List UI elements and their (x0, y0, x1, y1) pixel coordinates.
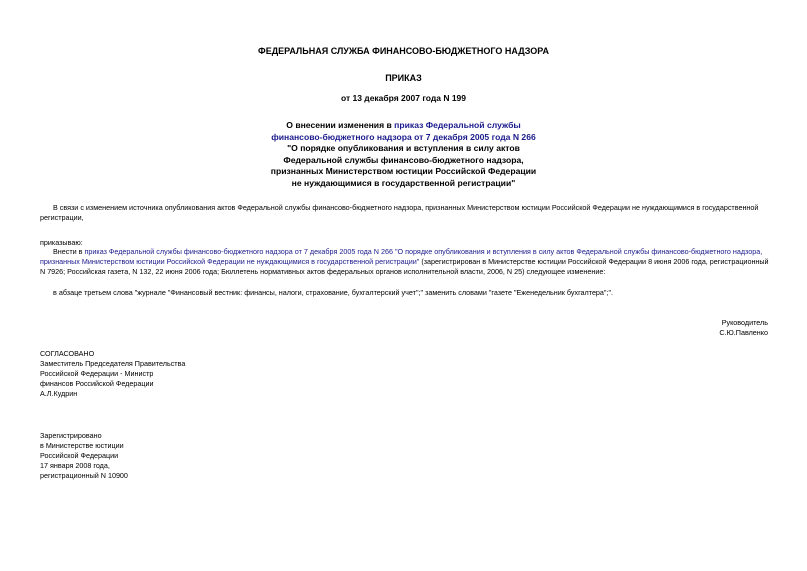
registration-line: 17 января 2008 года, (40, 461, 110, 470)
agreed-line: А.Л.Кудрин (40, 389, 78, 398)
amendment-details: (зарегистрирован в Министерстве юстиции Российской Федерации 8 июня 2006 года, регистрационный N 7926; Российская газета, N 132, 22 июня 2006 года; Бюллетень нормативных актов федеральных органов исполнительной власти, 2006, N 25) следующее изменение: (40, 257, 769, 276)
title-link-line-1[interactable]: приказ Федеральной службы (394, 120, 521, 130)
signer-role: Руководитель (721, 318, 768, 327)
agency-name: ФЕДЕРАЛЬНАЯ СЛУЖБА ФИНАНСОВО-БЮДЖЕТНОГО НАДЗОРА (258, 46, 549, 56)
title-link-line-2[interactable]: финансово-бюджетного надзора от 7 декабря 2005 года N 266 (271, 131, 536, 142)
amended-order-link[interactable]: приказ Федеральной службы финансово-бюджетного надзора от 7 декабря 2005 года N 266 "О порядке опубликования и вступления в силу актов Федеральной службы финансово-бюджетного надзора, признанных Министерством юстиции Российской Федерации не нуждающимися в государственной регистрации" (40, 247, 763, 266)
document-date: от 13 декабря 2007 года N 199 (340, 93, 467, 103)
paragraph-preamble: В связи с изменением источника опубликования актов Федеральной службы финансово-бюджетного надзора, признанных Министерством юстиции Российской Федерации не нуждающимися в государственной регистрации, (40, 203, 759, 222)
agreed-line: Российской Федерации - Министр (40, 369, 154, 378)
signature-block (719, 318, 768, 338)
registration-line: в Министерстве юстиции (40, 441, 124, 450)
agreed-block (40, 349, 185, 399)
amendment-prefix: Внести в (53, 247, 85, 256)
title-line-5: признанных Министерством юстиции Российской Федерации (270, 166, 537, 176)
registration-line: Зарегистрировано (40, 431, 102, 440)
registration-block (40, 431, 128, 481)
title-prefix: О внесении изменения в (286, 120, 395, 130)
signer-name: С.Ю.Павленко (719, 328, 768, 337)
agreed-line: финансов Российской Федерации (40, 379, 154, 388)
document-type: ПРИКАЗ (385, 73, 422, 83)
paragraph-change: в абзаце третьем слова "журнале "Финансовый вестник: финансы, налоги, страхование, бухгалтерский учет";" заменить словами "газете "Еженедельник бухгалтера";". (53, 288, 614, 297)
registration-line: Российской Федерации (40, 451, 119, 460)
document-title (0, 120, 807, 189)
paragraph-order: приказываю: (40, 238, 83, 247)
paragraph-amendment (40, 247, 770, 277)
title-line-1 (0, 120, 807, 132)
registration-line: регистрационный N 10900 (40, 471, 128, 480)
title-line-6: не нуждающимися в государственной регистрации" (291, 177, 516, 188)
title-line-4: Федеральной службы финансово-бюджетного надзора, (283, 154, 524, 165)
agreed-line: СОГЛАСОВАНО (40, 349, 95, 358)
agreed-line: Заместитель Председателя Правительства (40, 359, 186, 368)
title-line-3: "О порядке опубликования и вступления в силу актов (287, 143, 520, 153)
